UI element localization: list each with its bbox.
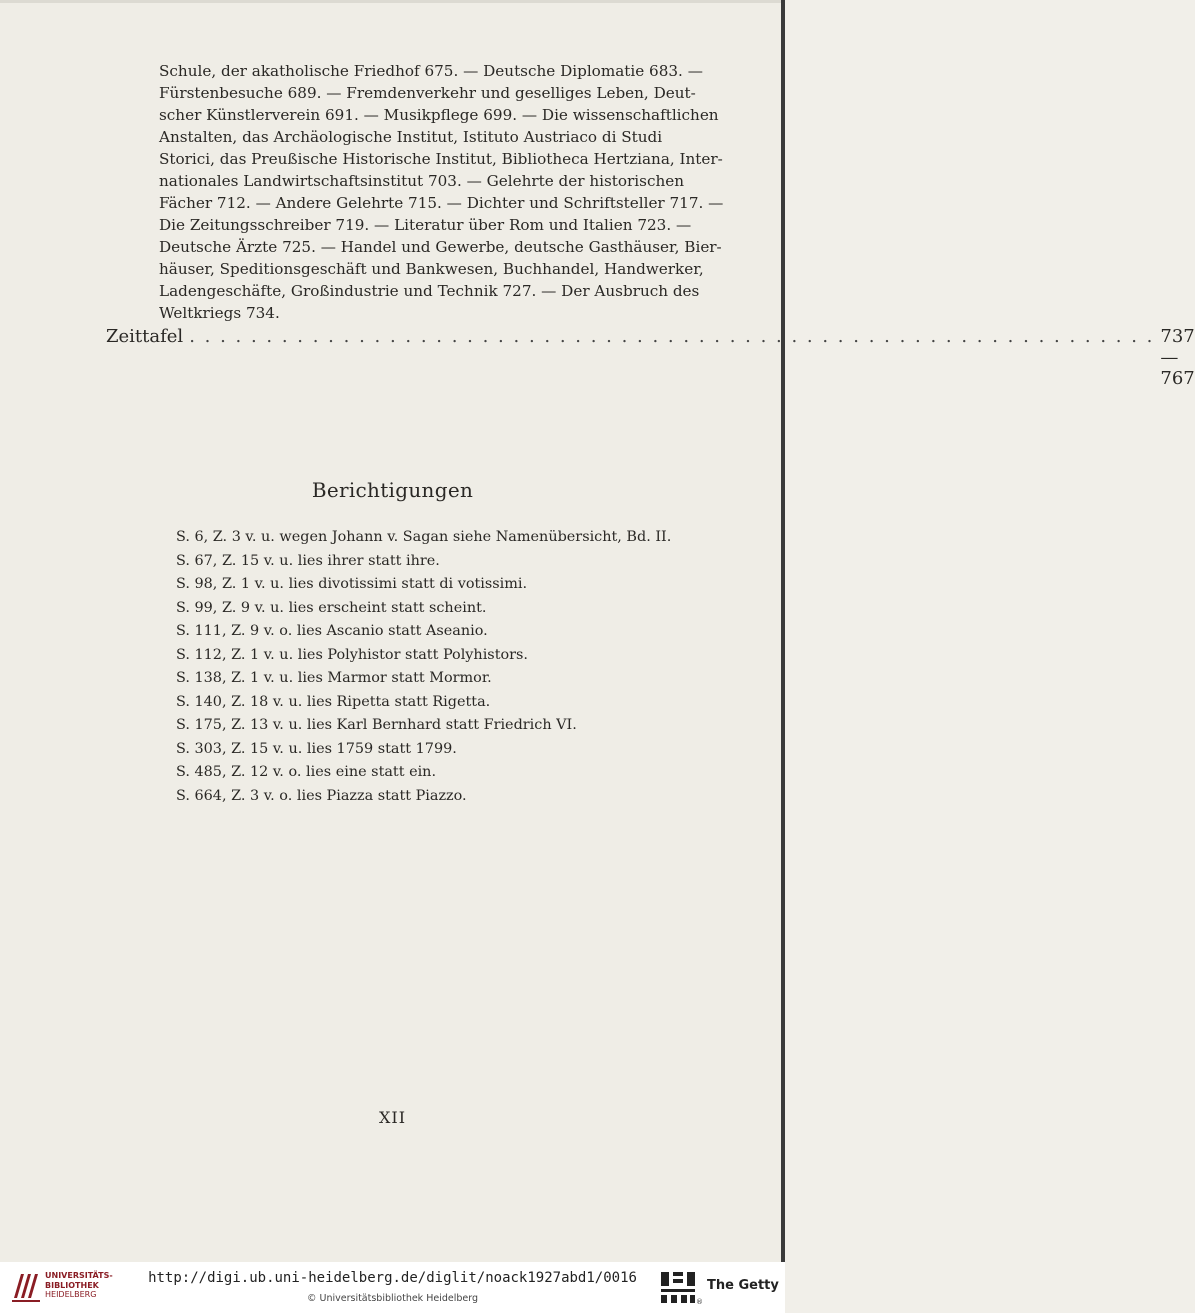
toc-line: Storici, das Preußische Historische Institut, Bibliotheca Hertziana, Inter-: [159, 150, 723, 168]
correction-item: S. 6, Z. 3 v. u. wegen Johann v. Sagan siehe Namenübersicht, Bd. II.: [176, 529, 672, 545]
correction-item: S. 664, Z. 3 v. o. lies Piazza statt Piazzo.: [176, 787, 467, 804]
correction-item: S. 138, Z. 1 v. u. lies Marmor statt Mormor.: [176, 670, 492, 686]
library-name-line: UNIVERSITÄTS-: [45, 1271, 113, 1280]
correction-item: S. 485, Z. 12 v. o. lies eine statt ein.: [176, 764, 437, 780]
registered-mark: ®: [696, 1298, 703, 1306]
toc-leader-dots: . . . . . . . . . . . . . . . . . . . . . . . . . . . . . . . . . . . . . . . . . . . . . . . . . . . . . . . . . . . . . . .: [189, 326, 1155, 347]
getty-logo-icon: [659, 1270, 697, 1304]
toc-entry-zeittafel: [106, 326, 1195, 389]
toc-line: Anstalten, das Archäologische Institut, Istituto Austriaco di Studi: [159, 128, 663, 146]
page-right-edge: [781, 0, 785, 1262]
correction-item: S. 112, Z. 1 v. u. lies Polyhistor statt Polyhistors.: [176, 646, 528, 663]
toc-continuation: [159, 60, 724, 324]
correction-item: S. 140, Z. 18 v. u. lies Ripetta statt Rigetta.: [176, 693, 491, 710]
page-number: XII: [378, 1108, 407, 1127]
page-top-edge: [0, 0, 785, 3]
toc-line: Fächer 712. — Andere Gelehrte 715. — Dichter und Schriftsteller 717. —: [159, 194, 724, 212]
correction-item: S. 111, Z. 9 v. o. lies Ascanio statt Aseanio.: [176, 623, 488, 639]
toc-line: häuser, Speditionsgeschäft und Bankwesen, Buchhandel, Handwerker,: [159, 260, 704, 278]
correction-item: S. 303, Z. 15 v. u. lies 1759 statt 1799.: [176, 740, 457, 757]
correction-item: S. 98, Z. 1 v. u. lies divotissimi statt di votissimi.: [176, 576, 528, 592]
correction-item: S. 175, Z. 13 v. u. lies Karl Bernhard statt Friedrich VI.: [176, 717, 577, 733]
permalink[interactable]: http://digi.ub.uni-heidelberg.de/diglit/noack1927abd1/0016: [148, 1270, 637, 1286]
library-name-line: HEIDELBERG: [45, 1290, 97, 1299]
library-name-line: BIBLIOTHEK: [45, 1280, 99, 1290]
section-heading: Berichtigungen: [311, 478, 474, 502]
correction-item: S. 67, Z. 15 v. u. lies ihrer statt ihre.: [176, 552, 440, 569]
partner-name: The Getty: [707, 1278, 779, 1293]
toc-line: scher Künstlerverein 691. — Musikpflege 699. — Die wissenschaftlichen: [159, 106, 719, 124]
corrections-list: [176, 526, 706, 808]
copyright-notice: © Universitätsbibliothek Heidelberg: [306, 1293, 478, 1304]
correction-item: S. 99, Z. 9 v. u. lies erscheint statt scheint.: [176, 599, 487, 616]
toc-line: Deutsche Ärzte 725. — Handel und Gewerbe, deutsche Gasthäuser, Bier-: [159, 238, 722, 256]
toc-line: Die Zeitungsschreiber 719. — Literatur über Rom und Italien 723. —: [159, 216, 692, 234]
viewer-footer: [0, 1262, 785, 1313]
toc-line: Fürstenbesuche 689. — Fremdenverkehr und geselliges Leben, Deut-: [159, 84, 696, 102]
toc-line: Weltkriegs 734.: [159, 304, 280, 322]
toc-line: Ladengeschäfte, Großindustrie und Technik 727. — Der Ausbruch des: [159, 282, 700, 300]
toc-line: Schule, der akatholische Friedhof 675. — Deutsche Diplomatie 683. —: [159, 62, 703, 80]
toc-entry-label: Zeittafel: [106, 326, 184, 347]
toc-entry-pages: 737—767: [1160, 326, 1195, 389]
toc-line: nationales Landwirtschaftsinstitut 703. — Gelehrte der historischen: [159, 172, 684, 190]
